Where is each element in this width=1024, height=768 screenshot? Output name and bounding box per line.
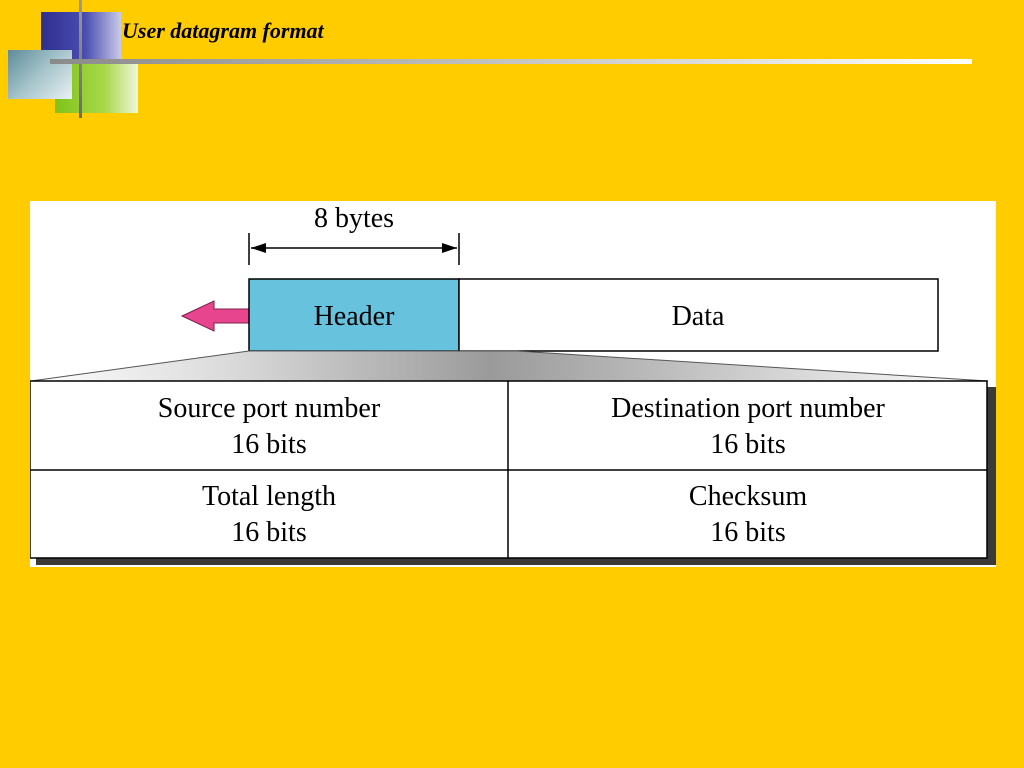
field-name: Total length (201, 481, 337, 512)
expansion-wedge (31, 351, 988, 381)
udp-diagram (30, 201, 996, 567)
logo-square-teal (8, 50, 72, 99)
field-size: 16 bits (231, 517, 307, 548)
field-name: Destination port number (611, 393, 885, 424)
span-label: 8 bytes (313, 203, 395, 234)
field-size: 16 bits (710, 517, 786, 548)
span-arrowhead-right (442, 243, 457, 253)
title-underline (50, 59, 972, 64)
header-label: Header (313, 301, 395, 332)
field-name: Source port number (157, 393, 381, 424)
udp-diagram-svg (30, 201, 996, 567)
data-label: Data (671, 301, 725, 332)
slide-title: User datagram format (122, 18, 324, 43)
direction-arrow-icon (182, 301, 249, 331)
span-arrowhead-left (251, 243, 266, 253)
field-size: 16 bits (231, 429, 307, 460)
field-name: Checksum (688, 481, 808, 512)
field-size: 16 bits (710, 429, 786, 460)
